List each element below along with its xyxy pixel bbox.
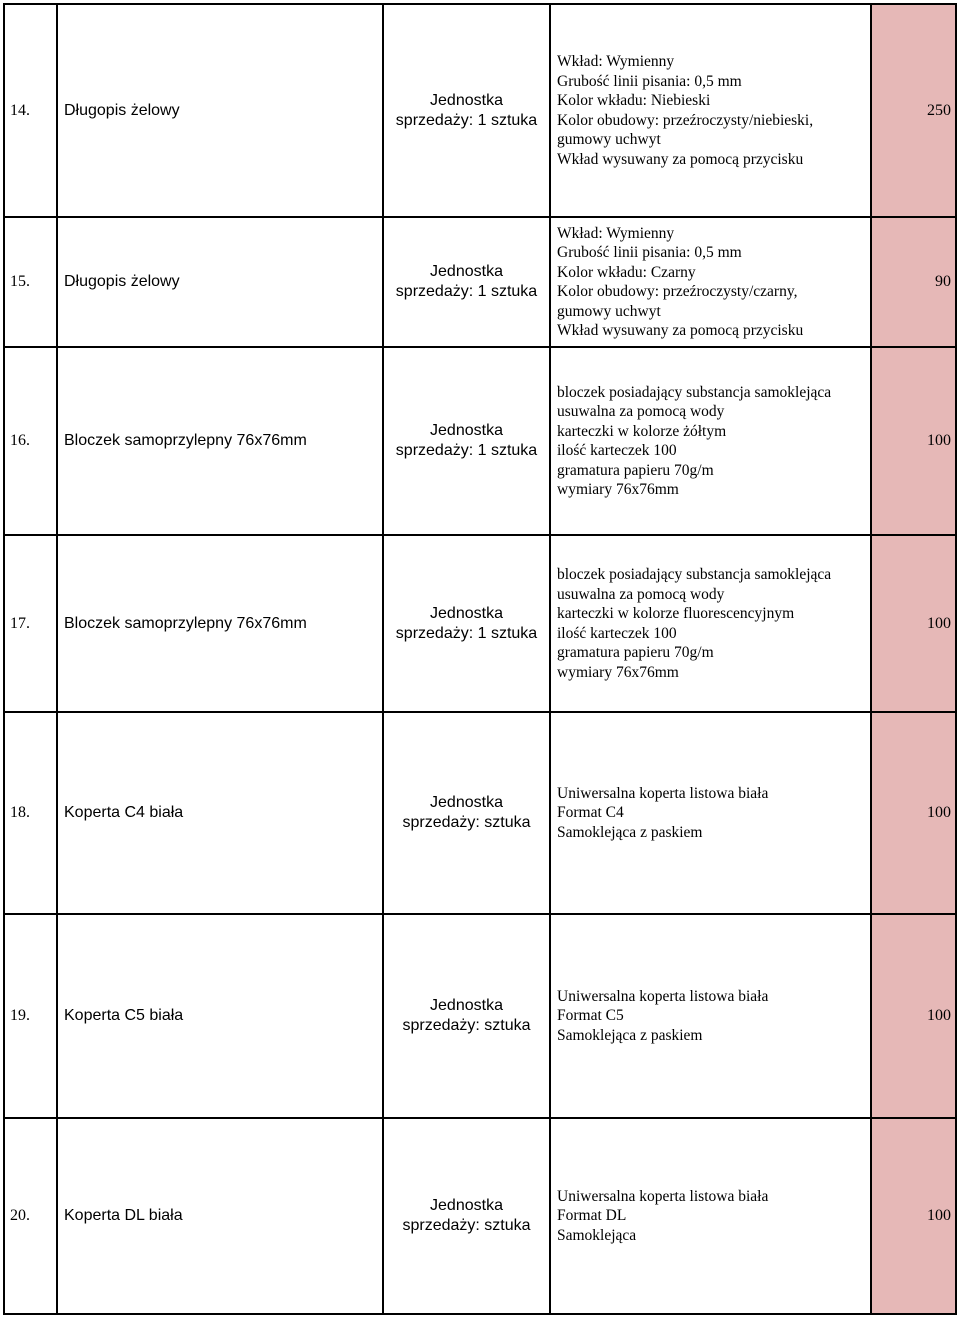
item-description bbox=[550, 535, 871, 712]
item-number: 17. bbox=[4, 535, 57, 712]
item-quantity: 90 bbox=[871, 217, 956, 347]
item-number: 15. bbox=[4, 217, 57, 347]
description-line: Kolor wkładu: Czarny bbox=[557, 263, 696, 281]
description-line: Wkład wysuwany za pomocą przycisku bbox=[557, 150, 804, 168]
unit-line: sprzedaży: 1 sztuka bbox=[395, 624, 538, 642]
item-quantity: 100 bbox=[871, 914, 956, 1118]
item-name: Długopis żelowy bbox=[57, 4, 383, 217]
table-row bbox=[4, 4, 956, 217]
description-line: Kolor wkładu: Niebieski bbox=[557, 92, 711, 109]
description-line: wymiary 76x76mm bbox=[557, 481, 679, 498]
unit-line: Jednostka bbox=[430, 263, 503, 280]
description-line: Kolor obudowy: przeźroczysty/niebieski, bbox=[557, 111, 814, 129]
unit-line: Jednostka bbox=[430, 422, 503, 439]
unit-line: sprzedaży: 1 sztuka bbox=[395, 283, 538, 300]
description-line: gramatura papieru 70g/m bbox=[557, 644, 714, 661]
item-number: 19. bbox=[4, 914, 57, 1118]
table-row bbox=[4, 535, 956, 712]
item-name: Bloczek samoprzylepny 76x76mm bbox=[57, 347, 383, 535]
unit-line: sprzedaży: sztuka bbox=[402, 814, 531, 831]
description-line: bloczek posiadający substancja samoklejąca bbox=[557, 566, 832, 583]
unit-line: sprzedaży: sztuka bbox=[402, 1017, 531, 1034]
item-description bbox=[550, 217, 871, 347]
item-unit bbox=[383, 217, 550, 347]
item-description bbox=[550, 1118, 871, 1314]
description-line: gumowy uchwyt bbox=[557, 131, 661, 148]
item-number: 14. bbox=[4, 4, 57, 217]
description-line: Format C5 bbox=[557, 1007, 624, 1025]
item-description bbox=[550, 347, 871, 535]
description-line: Grubość linii pisania: 0,5 mm bbox=[557, 72, 742, 90]
item-quantity: 100 bbox=[871, 535, 956, 712]
description-line: usuwalna za pomocą wody bbox=[557, 403, 725, 420]
item-name: Koperta DL biała bbox=[57, 1118, 383, 1314]
item-description bbox=[550, 712, 871, 914]
item-description bbox=[550, 4, 871, 217]
description-line: Samoklejąca bbox=[557, 1226, 637, 1244]
item-description bbox=[550, 914, 871, 1118]
description-line: gramatura papieru 70g/m bbox=[557, 461, 714, 479]
item-unit bbox=[383, 914, 550, 1118]
table-row bbox=[4, 712, 956, 914]
description-line: Format C4 bbox=[557, 804, 624, 822]
item-number: 16. bbox=[4, 347, 57, 535]
unit-line: Jednostka bbox=[430, 794, 503, 811]
description-line: Uniwersalna koperta listowa biała bbox=[557, 987, 769, 1005]
unit-line: Jednostka bbox=[430, 997, 503, 1014]
unit-line: Jednostka bbox=[430, 604, 503, 622]
table-row bbox=[4, 1118, 956, 1314]
table-row bbox=[4, 347, 956, 535]
description-line: karteczki w kolorze fluorescencyjnym bbox=[557, 605, 795, 622]
description-line: Samoklejąca z paskiem bbox=[557, 1026, 703, 1044]
description-line: Format DL bbox=[557, 1207, 627, 1225]
item-name: Koperta C5 biała bbox=[57, 914, 383, 1118]
description-line: wymiary 76x76mm bbox=[557, 663, 679, 681]
item-number: 20. bbox=[4, 1118, 57, 1314]
item-number: 18. bbox=[4, 712, 57, 914]
description-line: ilość karteczek 100 bbox=[557, 442, 677, 459]
description-line: Wkład: Wymienny bbox=[557, 53, 675, 70]
description-line: usuwalna za pomocą wody bbox=[557, 585, 725, 603]
unit-line: sprzedaży: 1 sztuka bbox=[395, 111, 538, 129]
description-line: Uniwersalna koperta listowa biała bbox=[557, 1187, 769, 1205]
item-name: Długopis żelowy bbox=[57, 217, 383, 347]
items-table-body bbox=[4, 4, 956, 1314]
table-row bbox=[4, 914, 956, 1118]
item-quantity: 100 bbox=[871, 712, 956, 914]
description-line: Uniwersalna koperta listowa biała bbox=[557, 784, 769, 802]
description-line: karteczki w kolorze żółtym bbox=[557, 422, 727, 440]
description-line: gumowy uchwyt bbox=[557, 302, 661, 320]
description-line: Grubość linii pisania: 0,5 mm bbox=[557, 244, 742, 261]
description-line: bloczek posiadający substancja samoklejąca bbox=[557, 383, 832, 401]
item-quantity: 250 bbox=[871, 4, 956, 217]
item-quantity: 100 bbox=[871, 347, 956, 535]
item-unit bbox=[383, 712, 550, 914]
items-table bbox=[3, 3, 957, 1315]
item-unit bbox=[383, 535, 550, 712]
description-line: Samoklejąca z paskiem bbox=[557, 823, 703, 841]
unit-line: Jednostka bbox=[430, 1197, 503, 1214]
unit-line: sprzedaży: 1 sztuka bbox=[395, 442, 538, 459]
unit-line: sprzedaży: sztuka bbox=[402, 1217, 531, 1234]
item-unit bbox=[383, 1118, 550, 1314]
description-line: Wkład: Wymienny bbox=[557, 224, 675, 242]
unit-line: Jednostka bbox=[430, 91, 503, 109]
item-name: Koperta C4 biała bbox=[57, 712, 383, 914]
item-quantity: 100 bbox=[871, 1118, 956, 1314]
item-unit bbox=[383, 4, 550, 217]
description-line: Wkład wysuwany za pomocą przycisku bbox=[557, 322, 804, 339]
item-name: Bloczek samoprzylepny 76x76mm bbox=[57, 535, 383, 712]
description-line: ilość karteczek 100 bbox=[557, 624, 677, 642]
table-row bbox=[4, 217, 956, 347]
description-line: Kolor obudowy: przeźroczysty/czarny, bbox=[557, 283, 798, 300]
item-unit bbox=[383, 347, 550, 535]
